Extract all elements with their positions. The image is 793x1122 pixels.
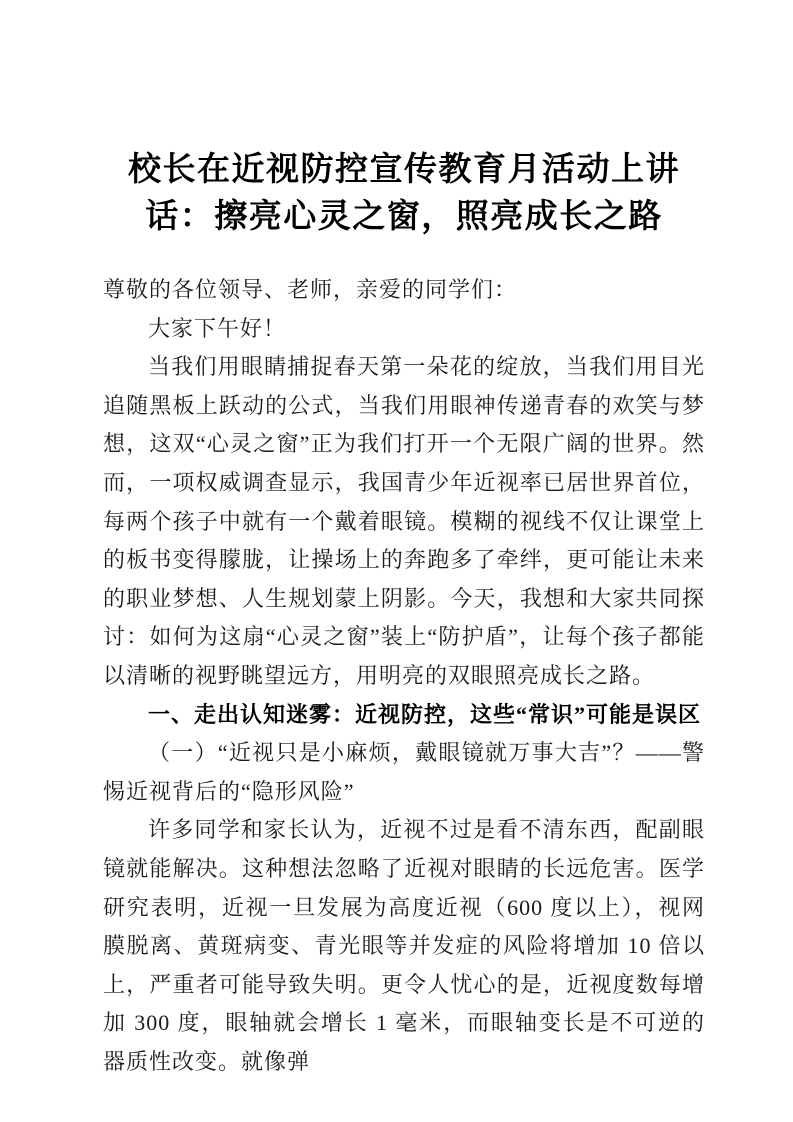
paragraph: 一、走出认知迷雾：近视防控，这些“常识”可能是误区 [148,701,702,727]
paragraph: 尊敬的各位领导、老师，亲爱的同学们： [103,277,518,302]
paragraph: （一）“近视只是小麻烦，戴眼镜就万事大吉”？——警惕近视背后的“隐形风险” [103,740,705,804]
paragraph: 当我们用眼睛捕捉春天第一朵花的绽放，当我们用目光追随黑板上跃动的公式，当我们用眼神传递青春的欢笑与梦想，这双“心灵之窗”正为我们打开一个无限广阔的世界。然而，一项权威调查显示，我国青少年近视率已居世界首位，每两个孩子中就有一个戴着眼镜。模糊的视线不仅让课堂上的板书变得朦胧，让操场上的奔跑多了牵绊，更可能让未来的职业梦想、人生规划蒙上阴影。今天，我想和大家共同探讨：如何为这扇“心灵之窗”装上“防护盾”，让每个孩子都能以清晰的视野眺望远方，用明亮的双眼照亮成长之路。 [103,354,705,688]
document-body [103,271,705,1081]
paragraph: 许多同学和家长认为，近视不过是看不清东西，配副眼镜就能解决。这种想法忽略了近视对眼睛的长远危害。医学研究表明，近视一旦发展为高度近视（600 度以上），视网膜脱离、黄斑病变、青光眼等并发症的风险将增加 10 倍以上，严重者可能导致失明。更令人忧心的是，近视度数每增加 300 度，眼轴就会增长 1 毫米，而眼轴变长是不可逆的器质性改变。就像弹 [103,817,705,1074]
document-title: 校长在近视防控宣传教育月活动上讲话：擦亮心灵之窗，照亮成长之路 [128,150,680,234]
paragraph: 大家下午好！ [148,315,287,341]
